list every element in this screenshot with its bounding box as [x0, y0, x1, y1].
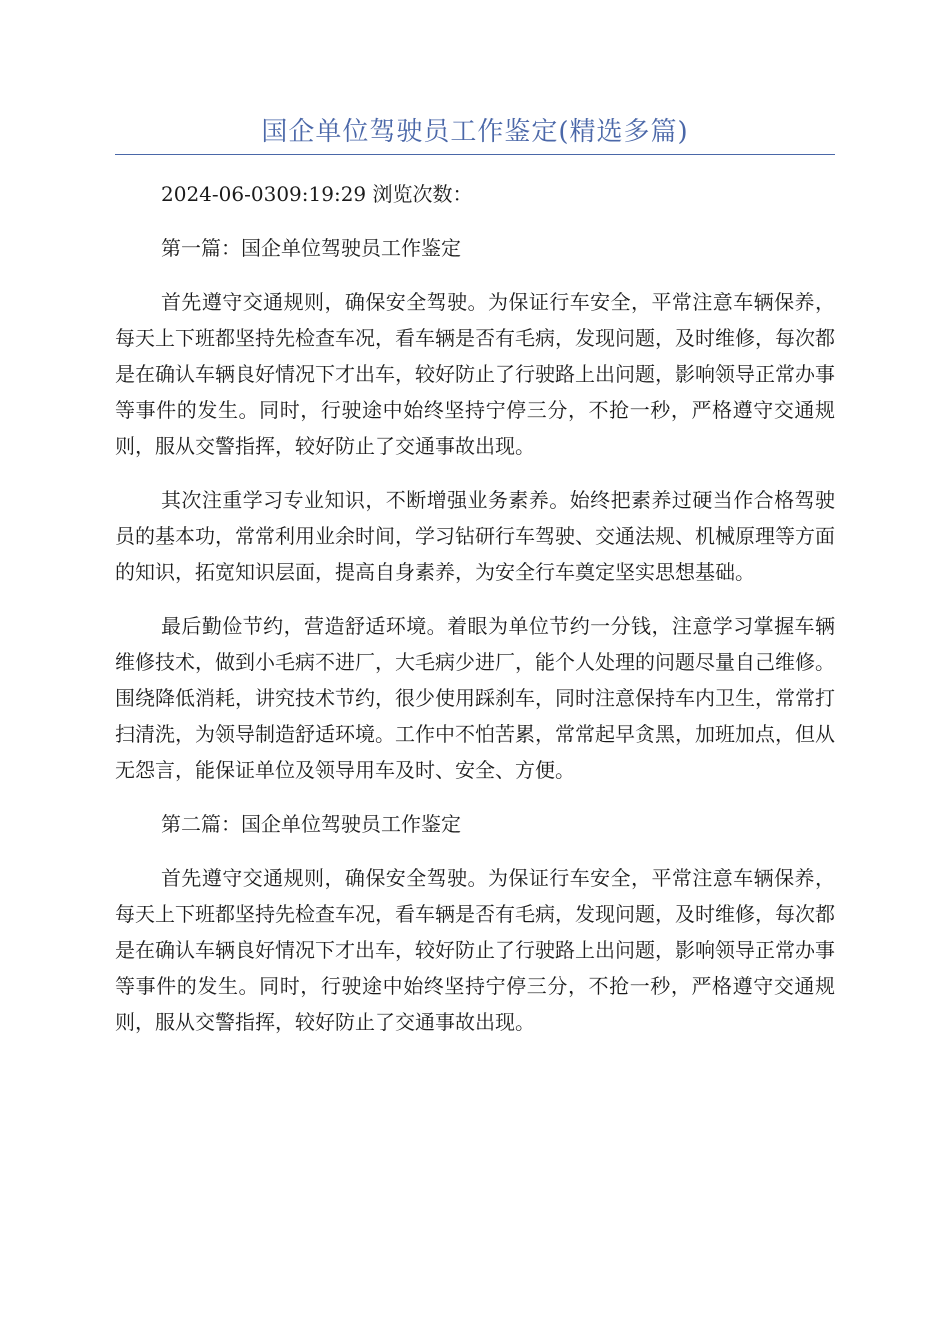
- paragraph: 首先遵守交通规则，确保安全驾驶。为保证行车安全，平常注意车辆保养，每天上下班都坚持先检查车况，看车辆是否有毛病，发现问题，及时维修，每次都是在确认车辆良好情况下才出车，较好防止了行驶路上出问题，影响领导正常办事等事件的发生。同时，行驶途中始终坚持宁停三分，不抢一秒，严格遵守交通规则，服从交警指挥，较好防止了交通事故出现。: [115, 290, 835, 458]
- title-divider: [115, 154, 835, 155]
- section-heading: 第二篇：国企单位驾驶员工作鉴定: [161, 812, 461, 836]
- document-title: 国企单位驾驶员工作鉴定(精选多篇): [261, 117, 689, 147]
- paragraph: 最后勤俭节约，营造舒适环境。着眼为单位节约一分钱，注意学习掌握车辆维修技术，做到小毛病不进厂，大毛病少进厂，能个人处理的问题尽量自己维修。围绕降低消耗，讲究技术节约，很少使用踩刹车，同时注意保持车内卫生，常常打扫清洗，为领导制造舒适环境。工作中不怕苦累，常常起早贪黑，加班加点，但从无怨言，能保证单位及领导用车及时、安全、方便。: [115, 614, 835, 782]
- section-heading: 第一篇：国企单位驾驶员工作鉴定: [161, 236, 461, 260]
- paragraph: 其次注重学习专业知识，不断增强业务素养。始终把素养过硬当作合格驾驶员的基本功，常常利用业余时间，学习钻研行车驾驶、交通法规、机械原理等方面的知识，拓宽知识层面，提高自身素养，为安全行车奠定坚实思想基础。: [115, 488, 835, 584]
- publish-meta: 2024-06-0309:19:29 浏览次数：: [161, 182, 473, 206]
- paragraph: 首先遵守交通规则，确保安全驾驶。为保证行车安全，平常注意车辆保养，每天上下班都坚持先检查车况，看车辆是否有毛病，发现问题，及时维修，每次都是在确认车辆良好情况下才出车，较好防止了行驶路上出问题，影响领导正常办事等事件的发生。同时，行驶途中始终坚持宁停三分，不抢一秒，严格遵守交通规则，服从交警指挥，较好防止了交通事故出现。: [115, 866, 835, 1034]
- document-body: [115, 176, 835, 1058]
